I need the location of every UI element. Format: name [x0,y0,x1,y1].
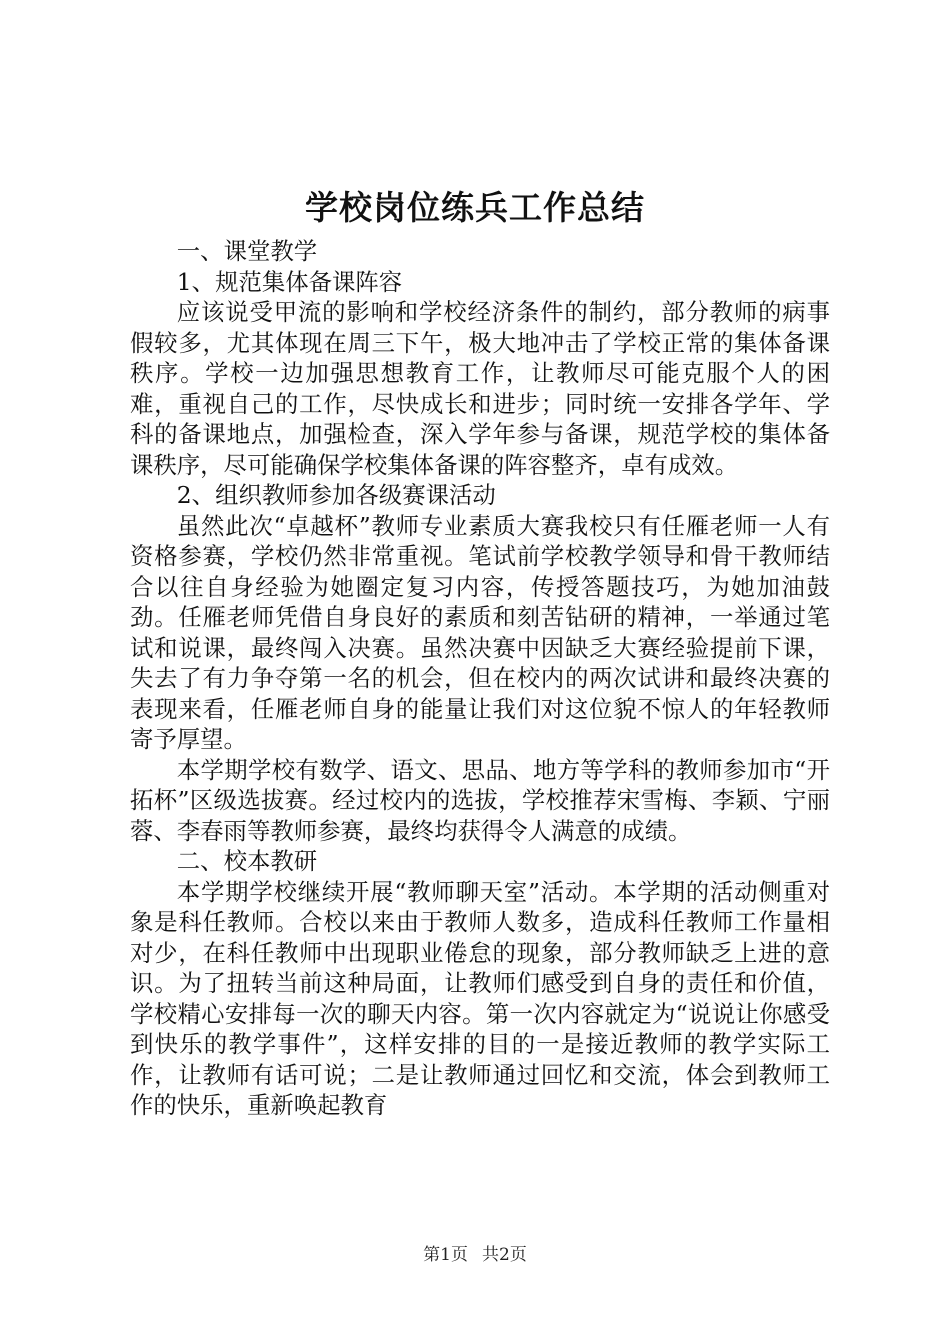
section-heading-school-based-research: 二、校本教研 [176,847,318,875]
page-number: 第1页 [423,1245,468,1265]
subheading-collective-lesson-prep: 1、规范集体备课阵容 [176,267,403,296]
page-total: 共2页 [482,1245,527,1265]
body-paragraph: 虽然此次“卓越杯”教师专业素质大赛我校只有任雁老师一人有资格参赛，学校仍然非常重视。笔试前学校教学领导和骨干教师结合以往自身经验为她圈定复习内容，传授答题技巧，为她加油鼓劲。任雁老师凭借自身良好的素质和刻苦钻研的精神，一举通过笔试和说课，最终闯入决赛。虽然决赛中因缺乏大赛经验提前下课，失去了有力争夺第一名的机会，但在校内的两次试讲和最终决赛的表现来看，任雁老师自身的能量让我们对这位貌不惊人的年轻教师寄予厚望。 [130,511,830,753]
body-paragraph: 本学期学校有数学、语文、思品、地方等学科的教师参加市“开拓杯”区级选拔赛。经过校内的选拔，学校推荐宋雪梅、李颖、宁丽蓉、李春雨等教师参赛，最终均获得令人满意的成绩。 [130,755,830,845]
subheading-teaching-competitions: 2、组织教师参加各级赛课活动 [176,481,496,509]
document-title: 学校岗位练兵工作总结 [305,188,645,227]
body-paragraph: 本学期学校继续开展“教师聊天室”活动。本学期的活动侧重对象是科任教师。合校以来由于教师人数多，造成科任教师工作量相对少，在科任教师中出现职业倦怠的现象，部分教师缺乏上进的意识。为了扭转当前这种局面，让教师们感受到自身的责任和价值，学校精心安排每一次的聊天内容。第一次内容就定为“说说让你感受到快乐的教学事件”，这样安排的目的一是接近教师的教学实际工作，让教师有话可说；二是让教师通过回忆和交流，体会到教师工作的快乐，重新唤起教育 [130,877,830,1119]
section-heading-classroom-teaching: 一、课堂教学 [176,237,318,265]
body-paragraph: 应该说受甲流的影响和学校经济条件的制约，部分教师的病事假较多，尤其体现在周三下午，极大地冲击了学校正常的集体备课秩序。学校一边加强思想教育工作，让教师尽可能克服个人的困难，重视自己的工作，尽快成长和进步；同时统一安排各学年、学科的备课地点，加强检查，深入学年参与备课，规范学校的集体备课秩序，尽可能确保学校集体备课的阵容整齐，卓有成效。 [130,298,830,479]
page-footer [0,1244,950,1266]
document-body [130,236,830,1121]
